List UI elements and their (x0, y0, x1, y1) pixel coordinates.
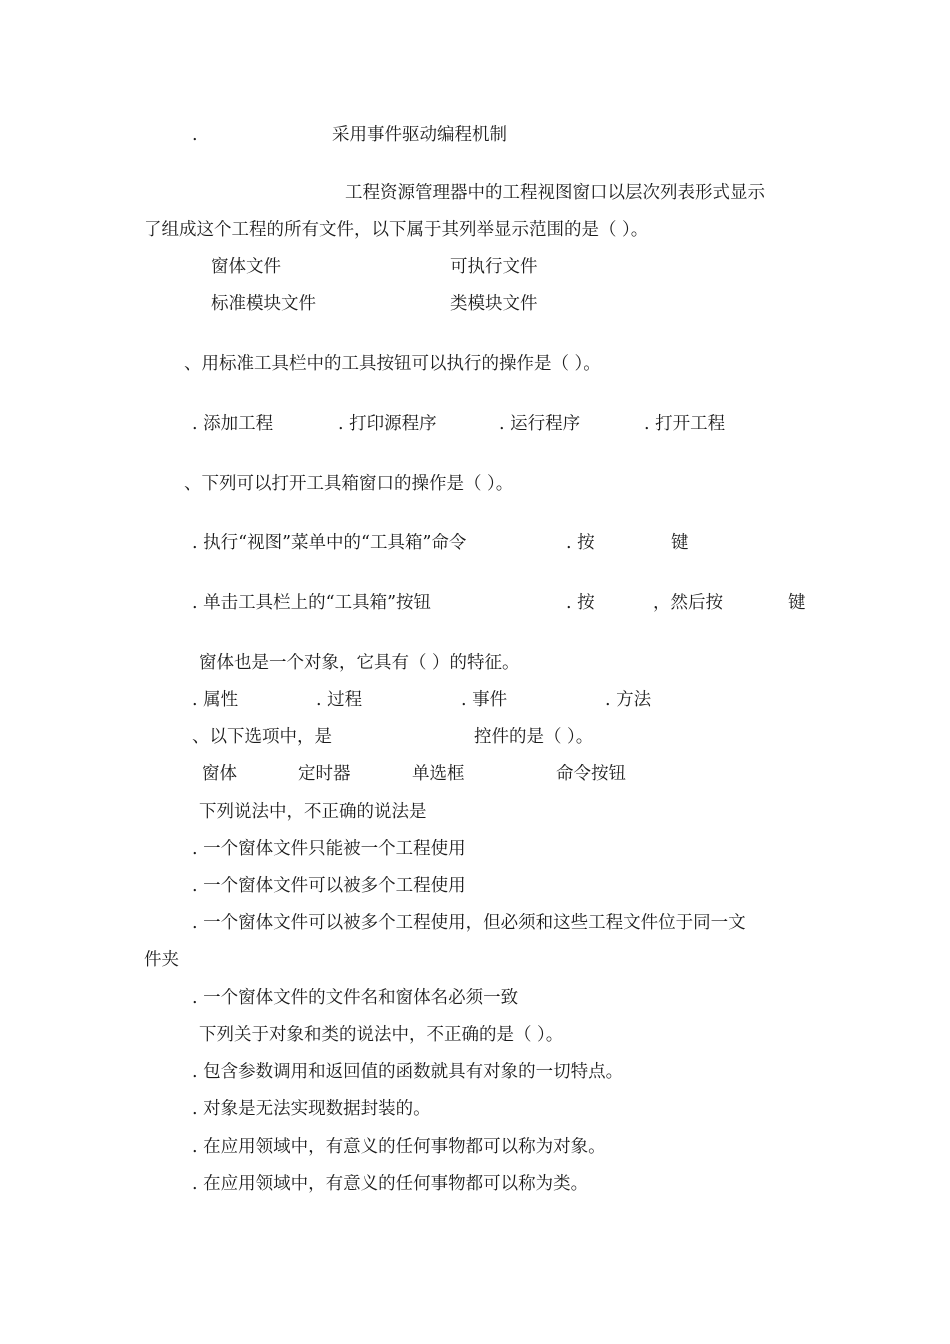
line-11-option-b: . 过程 (316, 690, 363, 710)
line-10-text: 窗体也是一个对象，它具有（ ）的特征。 (199, 653, 520, 673)
line-7-text: 、下列可以打开工具箱窗口的操作是（ ）。 (184, 474, 514, 494)
line-22-text: . 对象是无法实现数据封装的。 (192, 1099, 431, 1119)
line-3-option-a: 窗体文件 (211, 257, 281, 277)
line-13-option-b: 定时器 (298, 764, 351, 784)
line-2-text: 了组成这个工程的所有文件，以下属于其列举显示范围的是（ ）。 (144, 220, 649, 240)
line-14-text: 下列说法中，不正确的说法是 (199, 802, 427, 822)
line-4-option-b: 类模块文件 (450, 294, 538, 314)
line-23-text: . 在应用领域中，有意义的任何事物都可以称为对象。 (192, 1137, 606, 1157)
line-13-option-a: 窗体 (202, 764, 237, 784)
line-13-option-d: 命令按钮 (556, 764, 626, 784)
line-0-text: 采用事件驱动编程机制 (332, 125, 507, 145)
line-9-option-c: ，然后按 (653, 593, 723, 613)
line-13-option-c: 单选框 (412, 764, 465, 784)
line-11-option-d: . 方法 (605, 690, 652, 710)
line-8-option-a: . 执行“视图”菜单中的“工具箱”命令 (192, 533, 467, 553)
line-19-text: . 一个窗体文件的文件名和窗体名必须一致 (192, 988, 519, 1008)
line-17-text: . 一个窗体文件可以被多个工程使用，但必须和这些工程文件位于同一文 (192, 913, 746, 933)
line-12-text-a: 、以下选项中，是 (192, 727, 332, 747)
line-20-text: 下列关于对象和类的说法中，不正确的是（ ）。 (199, 1025, 564, 1045)
line-21-text: . 包含参数调用和返回值的函数就具有对象的一切特点。 (192, 1062, 624, 1082)
line-6-option-c: . 运行程序 (499, 414, 581, 434)
line-24-text: . 在应用领域中，有意义的任何事物都可以称为类。 (192, 1174, 589, 1194)
line-8-option-b: . 按 (566, 533, 595, 553)
line-11-option-c: . 事件 (461, 690, 508, 710)
line-4-option-a: 标准模块文件 (211, 294, 316, 314)
line-15-text: . 一个窗体文件只能被一个工程使用 (192, 839, 466, 859)
line-16-text: . 一个窗体文件可以被多个工程使用 (192, 876, 466, 896)
line-1-text: 工程资源管理器中的工程视图窗口以层次列表形式显示 (345, 183, 765, 203)
line-12-text-b: 控件的是（ ）。 (474, 727, 594, 747)
line-6-option-a: . 添加工程 (192, 414, 274, 434)
line-11-option-a: . 属性 (192, 690, 239, 710)
line-18-text: 件夹 (144, 950, 179, 970)
line-3-option-b: 可执行文件 (450, 257, 538, 277)
line-8-option-c: 键 (671, 533, 689, 553)
line-9-option-d: 键 (788, 593, 806, 613)
line-0-dot: . (192, 125, 198, 145)
line-9-option-b: . 按 (566, 593, 595, 613)
line-9-option-a: . 单击工具栏上的“工具箱”按钮 (192, 593, 432, 613)
line-5-text: 、用标准工具栏中的工具按钮可以执行的操作是（ ）。 (184, 354, 601, 374)
line-6-option-b: . 打印源程序 (338, 414, 437, 434)
line-6-option-d: . 打开工程 (644, 414, 726, 434)
